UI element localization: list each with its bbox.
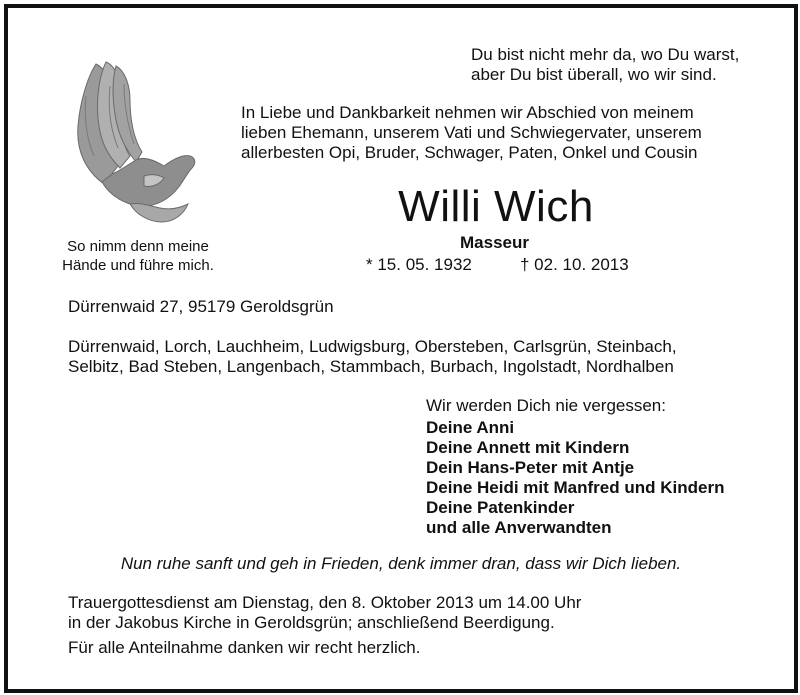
service-info [68, 593, 581, 633]
mourner-item: Dein Hans-Peter mit Antje [426, 458, 635, 477]
places-list [68, 337, 677, 377]
top-quote [471, 45, 739, 85]
closing-quote: Nun ruhe sanft und geh in Frieden, denk immer dran, dass wir Dich lieben. [120, 554, 682, 573]
intro-line: In Liebe und Dankbarkeit nehmen wir Abschied von meinem [241, 103, 694, 122]
hands-caption-line: Hände und führe mich. [62, 257, 214, 274]
deceased-profession: Masseur [460, 233, 529, 252]
intro-line: allerbesten Opi, Bruder, Schwager, Paten, Onkel und Cousin [241, 143, 698, 162]
obituary-frame [4, 4, 798, 693]
top-quote-line: Du bist nicht mehr da, wo Du warst, [471, 45, 740, 64]
birth-date: * 15. 05. 1932 [366, 255, 472, 274]
farewell-heading: Wir werden Dich nie vergessen: [426, 396, 666, 415]
address: Dürrenwaid 27, 95179 Geroldsgrün [68, 297, 334, 316]
places-line: Dürrenwaid, Lorch, Lauchheim, Ludwigsburg, Obersteben, Carlsgrün, Steinbach, [68, 337, 677, 356]
thanks-text: Für alle Anteilnahme danken wir recht herzlich. [68, 638, 421, 657]
intro-text [241, 103, 702, 163]
top-quote-line: aber Du bist überall, wo wir sind. [471, 65, 717, 84]
hands-caption-line: So nimm denn meine [67, 238, 209, 255]
mourners-list [426, 418, 724, 538]
deceased-name: Willi Wich [398, 182, 594, 231]
mourner-item: und alle Anverwandten [426, 518, 612, 537]
service-line: Trauergottesdienst am Dienstag, den 8. Oktober 2013 um 14.00 Uhr [68, 593, 582, 612]
mourner-item: Deine Heidi mit Manfred und Kindern [426, 478, 725, 497]
service-line: in der Jakobus Kirche in Geroldsgrün; anschließend Beerdigung. [68, 613, 555, 632]
mourner-item: Deine Annett mit Kindern [426, 438, 630, 457]
death-date: † 02. 10. 2013 [520, 255, 629, 274]
hands-caption [28, 237, 248, 275]
places-line: Selbitz, Bad Steben, Langenbach, Stammbach, Burbach, Ingolstadt, Nordhalben [68, 357, 674, 376]
mourner-item: Deine Anni [426, 418, 515, 437]
mourner-item: Deine Patenkinder [426, 498, 575, 517]
intro-line: lieben Ehemann, unserem Vati und Schwiegervater, unserem [241, 123, 702, 142]
